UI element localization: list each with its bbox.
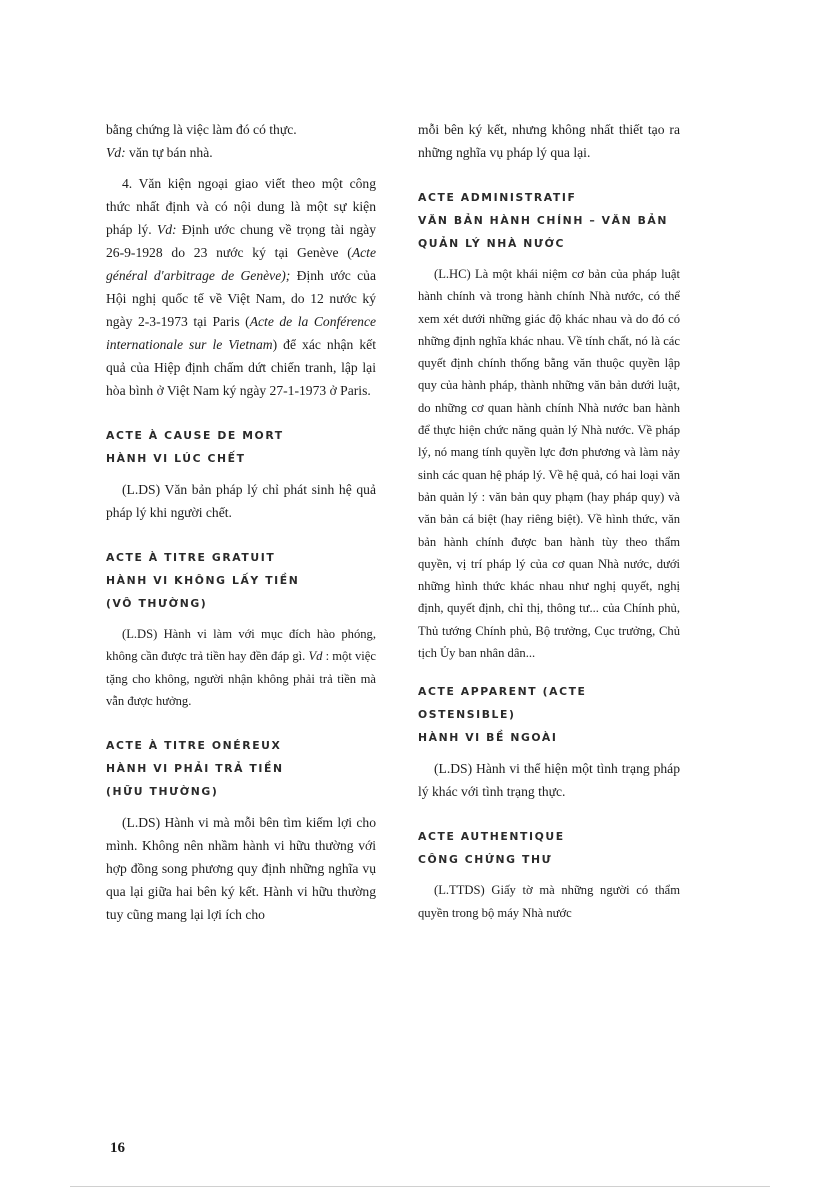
entry-heading-vietnamese: (VÔ THƯỜNG) (106, 597, 208, 610)
entry-heading-vietnamese: VĂN BẢN HÀNH CHÍNH – VĂN BẢN QUẢN LÝ NHÀ NƯỚC (418, 214, 669, 250)
entry-heading-vietnamese: HÀNH VI PHẢI TRẢ TIỀN (106, 762, 284, 776)
page-number: 16 (110, 1140, 125, 1156)
paragraph: 4. Văn kiện ngoại giao viết theo một công thức nhất định và có nội dung là một sự kiện pháp lý. Vd: Định ước chung về trọng tài ngày 26-9-1928 do 23 nước ký tại Genève (Acte général d'arbitrage de Genève); Định ước của Hội nghị quốc tế về Việt Nam, do 12 nước ký ngày 2-3-1973 tại Paris (Acte de la Conférence internationale sur le Vietnam) để xác nhận kết quả của Hiệp định chấm dứt chiến tranh, lập lại hòa bình ở Việt Nam ký ngày 27-1-1973 ở Paris. (106, 176, 377, 398)
entry-heading-french: ACTE À TITRE ONÉREUX (106, 739, 282, 753)
entry-heading-vietnamese: CÔNG CHỨNG THƯ (418, 853, 553, 867)
entry-heading-french: ACTE À CAUSE DE MORT (106, 429, 284, 442)
paragraph: (L.DS) Văn bản pháp lý chỉ phát sinh hệ quả pháp lý khi người chết. (106, 482, 376, 520)
entry-heading-vietnamese: HÀNH VI BỀ NGOÀI (418, 731, 558, 745)
paragraph: (L.DS) Hành vi thể hiện một tình trạng pháp lý khác với tình trạng thực. (418, 761, 680, 800)
entry-heading-french: ACTE À TITRE GRATUIT (106, 551, 276, 564)
paragraph: bằng chứng là việc làm đó có thực. Vd: văn tự bán nhà. (106, 122, 297, 160)
paragraph: (L.DS) Hành vi mà mỗi bên tìm kiếm lợi cho mình. Không nên nhầm hành vi hữu thường với hợp đồng song phương quy định những nghĩa vụ qua lại giữa hai bên ký kết. Hành vi hữu thường tuy cũng mang lại lợi ích cho (106, 815, 376, 923)
left-column (106, 118, 376, 926)
entry-heading-vietnamese: HÀNH VI LÚC CHẾT (106, 452, 246, 465)
entry-heading-vietnamese: HÀNH VI KHÔNG LẤY TIỀN (106, 574, 300, 587)
paragraph: (L.DS) Hành vi làm với mục đích hào phóng, không cần được trả tiền hay đền đáp gì. Vd : một việc tặng cho không, người nhận không phải trả tiền mà vẫn được hưởng. (106, 627, 376, 708)
entry-heading-french: ACTE AUTHENTIQUE (418, 830, 565, 844)
right-column (418, 118, 680, 924)
entry-heading-french: ACTE APPARENT (ACTE OSTENSIBLE) (418, 685, 587, 722)
entry-heading-french: ACTE ADMINISTRATIF (418, 191, 577, 204)
paragraph: mỗi bên ký kết, nhưng không nhất thiết tạo ra những nghĩa vụ pháp lý qua lại. (418, 122, 680, 160)
page-edge-line (70, 1186, 770, 1187)
paragraph: (L.TTDS) Giấy tờ mà những người có thẩm quyền trong bộ máy Nhà nước (418, 883, 680, 920)
paragraph: (L.HC) Là một khái niệm cơ bản của pháp luật hành chính và trong hành chính Nhà nước, có thể xem xét dưới những giác độ khác nhau và do đó có những định nghĩa khác nhau. Về tính chất, nó là các quyết định chính thống bằng văn thuộc quyền lập quy của hành pháp, thành những văn bản dưới luật, do những cơ quan hành chính Nhà nước ban hành để thực hiện chức năng quản lý Nhà nước. Về pháp lý, nó mang tính quyền lực đơn phương và làm nảy sinh các quan hệ pháp lý. Về hệ quả, có hai loại văn bản quản lý : văn bản quy phạm (hay pháp quy) và văn bản cá biệt (hay riêng biệt). Về hình thức, văn bản hành chính được ban hành tùy theo thẩm quyền, vị trí pháp lý của cơ quan Nhà nước, dưới những hình thức khác nhau như nghị quyết, nghị định, quyết định, chỉ thị, thông tư... của Chính phủ, Thủ tướng Chính phủ, Bộ trưởng, Cục trưởng, Chủ tịch Ủy ban nhân dân... (418, 267, 680, 661)
entry-heading-vietnamese: (HỮU THƯỜNG) (106, 785, 219, 799)
